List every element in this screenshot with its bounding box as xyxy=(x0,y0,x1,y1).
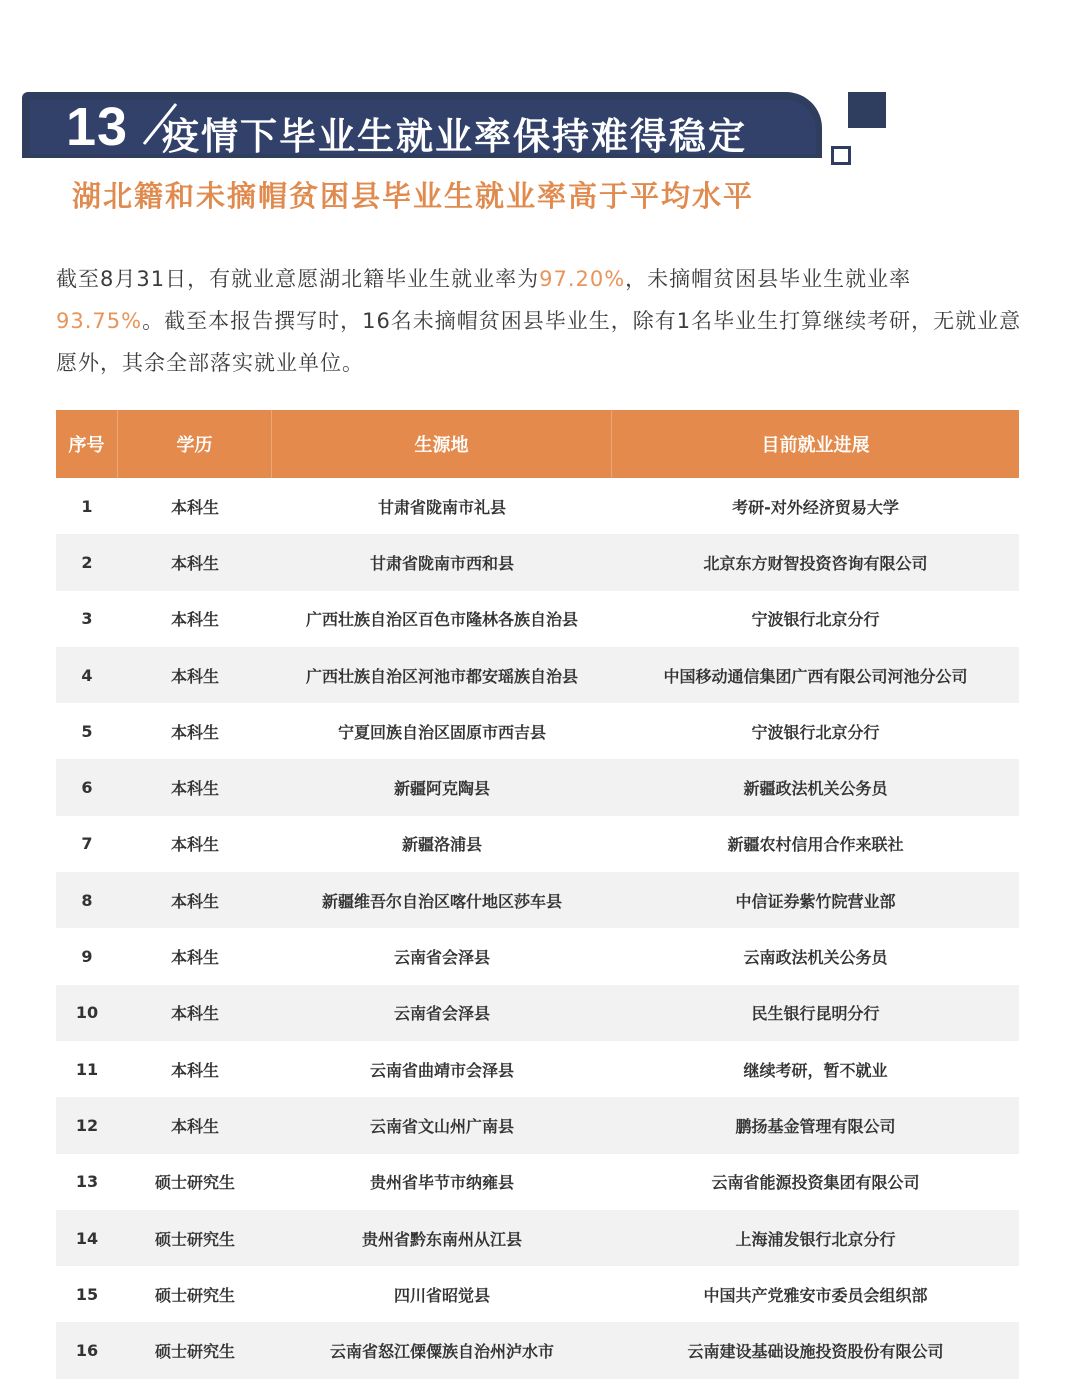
table-row xyxy=(56,478,1019,534)
cell-degree: 本科生 xyxy=(170,1060,219,1080)
cell-degree: 本科生 xyxy=(170,722,219,742)
cell-index: 7 xyxy=(81,834,93,854)
cell-origin: 新疆维吾尔自治区喀什地区莎车县 xyxy=(321,891,562,911)
table-header xyxy=(56,410,1019,478)
paragraph-text: 截至8月31日，有就业意愿湖北籍毕业生就业率为 xyxy=(56,267,540,291)
cell-degree: 硕士研究生 xyxy=(154,1173,235,1193)
cell-origin: 云南省会泽县 xyxy=(393,1004,490,1024)
cell-employment: 继续考研，暂不就业 xyxy=(743,1060,888,1080)
cell-index: 9 xyxy=(81,947,93,967)
hubei-rate: 97.20% xyxy=(539,267,626,291)
cell-index: 5 xyxy=(81,721,93,741)
cell-degree: 本科生 xyxy=(170,779,219,799)
table-row xyxy=(56,928,1019,984)
table-row xyxy=(56,985,1019,1041)
cell-employment: 中国移动通信集团广西有限公司河池分公司 xyxy=(663,666,968,686)
table-row xyxy=(56,872,1019,928)
cell-employment: 宁波银行北京分行 xyxy=(751,722,880,742)
table-row xyxy=(56,703,1019,759)
table-row xyxy=(56,759,1019,815)
page-subtitle: 湖北籍和未摘帽贫困县毕业生就业率高于平均水平 xyxy=(72,179,755,213)
decorative-square xyxy=(848,92,886,128)
header-origin: 生源地 xyxy=(272,410,612,478)
page-title: 疫情下毕业生就业率保持难得稳定 xyxy=(162,115,747,158)
paragraph-text: 。截至本报告撰写时，16名未摘帽贫困县毕业生，除有1名毕业生打算继续考研，无就业意愿外，其余全部落实就业单位。 xyxy=(56,309,1022,375)
cell-employment: 民生银行昆明分行 xyxy=(751,1004,880,1024)
cell-index: 8 xyxy=(81,890,93,910)
cell-origin: 广西壮族自治区河池市都安瑶族自治县 xyxy=(305,666,578,686)
cell-origin: 贵州省黔东南州从江县 xyxy=(361,1229,522,1249)
cell-index: 4 xyxy=(81,665,93,685)
cell-index: 11 xyxy=(75,1059,99,1079)
cell-employment: 云南省能源投资集团有限公司 xyxy=(711,1173,920,1193)
table-row xyxy=(56,534,1019,590)
table-row xyxy=(56,1154,1019,1210)
cell-degree: 本科生 xyxy=(170,835,219,855)
cell-employment: 上海浦发银行北京分行 xyxy=(735,1229,896,1249)
graduates-table xyxy=(56,410,1019,1379)
cell-employment: 考研-对外经济贸易大学 xyxy=(732,497,899,517)
cell-degree: 本科生 xyxy=(170,948,219,968)
decorative-square-outline xyxy=(831,146,851,165)
header-degree: 学历 xyxy=(118,410,272,478)
section-number: 13 xyxy=(66,97,129,157)
cell-index: 15 xyxy=(75,1284,99,1304)
cell-degree: 本科生 xyxy=(170,497,219,517)
cell-origin: 甘肃省陇南市西和县 xyxy=(369,553,514,573)
table-row xyxy=(56,591,1019,647)
cell-degree: 硕士研究生 xyxy=(154,1229,235,1249)
cell-employment: 新疆政法机关公务员 xyxy=(743,779,888,799)
table-row xyxy=(56,1210,1019,1266)
cell-index: 13 xyxy=(75,1172,99,1192)
cell-origin: 云南省文山州广南县 xyxy=(369,1116,514,1136)
cell-origin: 新疆洛浦县 xyxy=(401,835,482,855)
table-row xyxy=(56,1097,1019,1153)
summary-paragraph xyxy=(56,258,1026,384)
cell-origin: 甘肃省陇南市礼县 xyxy=(377,497,506,517)
header-employment: 目前就业进展 xyxy=(761,435,870,456)
cell-origin: 广西壮族自治区百色市隆林各族自治县 xyxy=(305,610,578,630)
cell-origin: 宁夏回族自治区固原市西吉县 xyxy=(337,722,546,742)
poverty-rate: 93.75% xyxy=(56,309,143,333)
cell-degree: 本科生 xyxy=(170,891,219,911)
cell-index: 1 xyxy=(81,496,93,516)
cell-employment: 云南建设基础设施投资股份有限公司 xyxy=(687,1342,944,1362)
cell-index: 16 xyxy=(75,1341,99,1361)
cell-index: 10 xyxy=(75,1003,99,1023)
cell-degree: 硕士研究生 xyxy=(154,1342,235,1362)
cell-employment: 新疆农村信用合作来联社 xyxy=(727,835,904,855)
cell-employment: 鹏扬基金管理有限公司 xyxy=(735,1116,896,1136)
cell-origin: 新疆阿克陶县 xyxy=(393,779,490,799)
cell-employment: 中信证券紫竹院营业部 xyxy=(735,891,896,911)
cell-origin: 贵州省毕节市纳雍县 xyxy=(369,1173,514,1193)
cell-origin: 云南省会泽县 xyxy=(393,948,490,968)
cell-origin: 四川省昭觉县 xyxy=(393,1285,490,1305)
cell-employment: 宁波银行北京分行 xyxy=(751,610,880,630)
cell-degree: 本科生 xyxy=(170,1116,219,1136)
cell-origin: 云南省怒江傈僳族自治州泸水市 xyxy=(329,1342,554,1362)
cell-index: 12 xyxy=(75,1115,99,1135)
header-index: 序号 xyxy=(56,410,118,478)
cell-employment: 中国共产党雅安市委员会组织部 xyxy=(703,1285,928,1305)
cell-degree: 本科生 xyxy=(170,1004,219,1024)
cell-degree: 本科生 xyxy=(170,666,219,686)
cell-degree: 本科生 xyxy=(170,610,219,630)
cell-employment: 云南政法机关公务员 xyxy=(743,948,888,968)
table-row xyxy=(56,1266,1019,1322)
cell-origin: 云南省曲靖市会泽县 xyxy=(369,1060,514,1080)
table-body xyxy=(56,478,1019,1379)
cell-index: 6 xyxy=(81,778,93,798)
cell-degree: 硕士研究生 xyxy=(154,1285,235,1305)
table-row xyxy=(56,647,1019,703)
cell-index: 14 xyxy=(75,1228,99,1248)
cell-index: 2 xyxy=(81,552,93,572)
table-row xyxy=(56,816,1019,872)
table-row xyxy=(56,1041,1019,1097)
cell-degree: 本科生 xyxy=(170,553,219,573)
cell-index: 3 xyxy=(81,609,93,629)
paragraph-text: ，未摘帽贫困县毕业生就业率 xyxy=(625,267,912,291)
table-row xyxy=(56,1322,1019,1378)
cell-employment: 北京东方财智投资咨询有限公司 xyxy=(703,553,928,573)
